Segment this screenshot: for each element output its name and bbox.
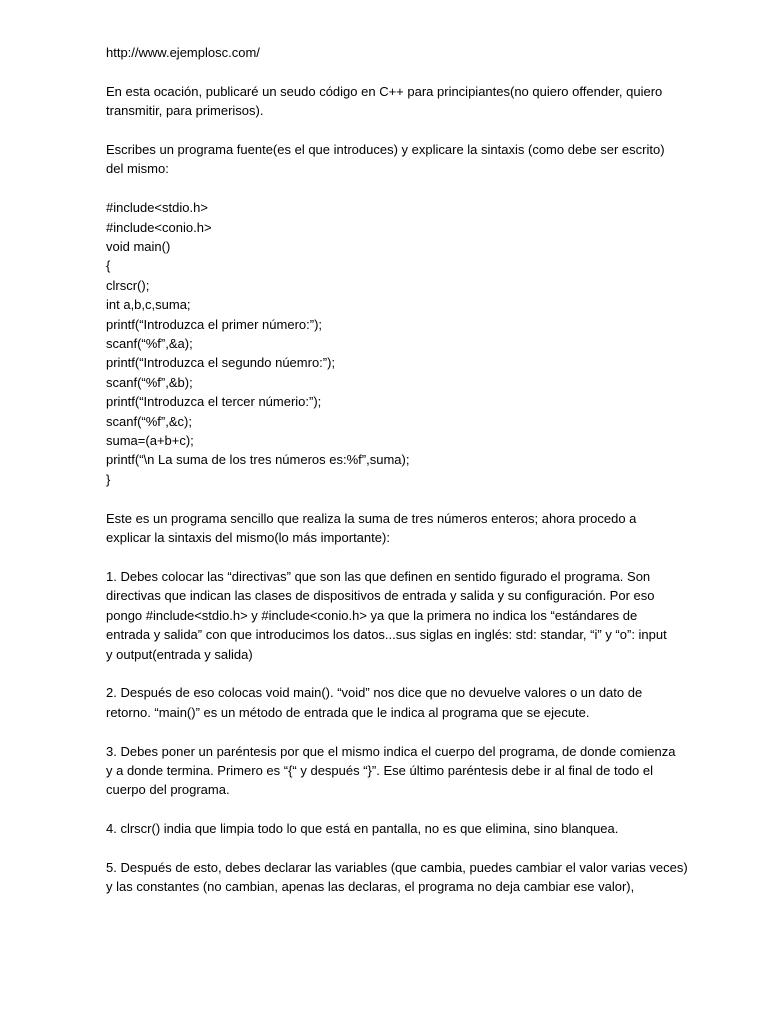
point-3-paragraph bbox=[106, 742, 676, 800]
code-line: } bbox=[106, 471, 111, 487]
text-line: del mismo: bbox=[106, 161, 169, 177]
text-line: Escribes un programa fuente(es el que introduces) y explicare la sintaxis (como debe ser escrito) bbox=[106, 142, 665, 157]
explain-intro-paragraph bbox=[106, 140, 672, 179]
code-line: printf(“\n La suma de los tres números es:%f”,suma); bbox=[106, 452, 410, 468]
code-line: int a,b,c,suma; bbox=[106, 297, 191, 313]
text-line: pongo #include<stdio.h> y #include<conio.h> ya que la primera no indica los “estándares de bbox=[106, 607, 638, 623]
text-line: y output(entrada y salida) bbox=[106, 646, 253, 662]
point-4-paragraph bbox=[106, 819, 672, 838]
point-2-paragraph bbox=[106, 683, 672, 722]
code-line: scanf(“%f”,&c); bbox=[106, 413, 192, 429]
text-line: entrada y salida” con que introducimos los datos...sus siglas en inglés: std: standar, “i” y “o”: input bbox=[106, 627, 667, 643]
text-line: 1. Debes colocar las “directivas” que son las que definen en sentido figurado el programa. Son bbox=[106, 568, 651, 584]
intro-paragraph bbox=[106, 82, 672, 121]
code-line: { bbox=[106, 258, 111, 274]
point-5-paragraph bbox=[106, 858, 688, 897]
summary-paragraph bbox=[106, 509, 672, 548]
code-line: scanf(“%f”,&a); bbox=[106, 336, 193, 352]
text-line: Este es un programa sencillo que realiza la suma de tres números enteros; ahora procedo a bbox=[106, 510, 637, 526]
source-url: http://www.ejemplosc.com/ bbox=[106, 45, 260, 60]
text-line: transmitir, para primerisos). bbox=[106, 103, 264, 119]
code-line: #include<conio.h> bbox=[106, 219, 212, 235]
text-line: En esta ocación, publicaré un seudo código en C++ para principiantes(no quiero offender, quiero bbox=[106, 83, 663, 99]
text-line: retorno. “main()” es un método de entrada que le indica al programa que se ejecute. bbox=[106, 704, 590, 720]
source-url-block bbox=[106, 43, 672, 62]
code-block bbox=[106, 198, 672, 489]
code-line: void main() bbox=[106, 239, 171, 255]
text-line: 2. Después de eso colocas void main(). “void” nos dice que no devuelve valores o un dato de bbox=[106, 685, 643, 701]
code-line: clrscr(); bbox=[106, 277, 150, 293]
text-line: y las constantes (no cambian, apenas las declaras, el programa no deja cambiar ese valor), bbox=[106, 879, 635, 895]
code-line: printf(“Introduzca el primer número:”); bbox=[106, 316, 323, 332]
text-line: 3. Debes poner un paréntesis por que el mismo indica el cuerpo del programa, de donde comienza bbox=[106, 743, 676, 759]
text-line: cuerpo del programa. bbox=[106, 782, 230, 798]
text-line: 5. Después de esto, debes declarar las variables (que cambia, puedes cambiar el valor varias veces) bbox=[106, 859, 688, 875]
code-line: suma=(a+b+c); bbox=[106, 433, 194, 449]
text-line: explicar la sintaxis del mismo(lo más importante): bbox=[106, 530, 390, 546]
text-line: directivas que indican las clases de dispositivos de entrada y salida y su configuración. Por eso bbox=[106, 588, 655, 604]
text-line: 4. clrscr() india que limpia todo lo que está en pantalla, no es que elimina, sino blanquea. bbox=[106, 821, 619, 837]
code-line: printf(“Introduzca el tercer númerio:”); bbox=[106, 394, 322, 410]
text-line: y a donde termina. Primero es “{“ y después “}”. Ese último paréntesis debe ir al final de todo el bbox=[106, 762, 654, 778]
code-line: printf(“Introduzca el segundo núemro:”); bbox=[106, 355, 336, 371]
point-1-paragraph bbox=[106, 567, 672, 664]
code-line: #include<stdio.h> bbox=[106, 200, 208, 216]
code-line: scanf(“%f”,&b); bbox=[106, 374, 193, 390]
